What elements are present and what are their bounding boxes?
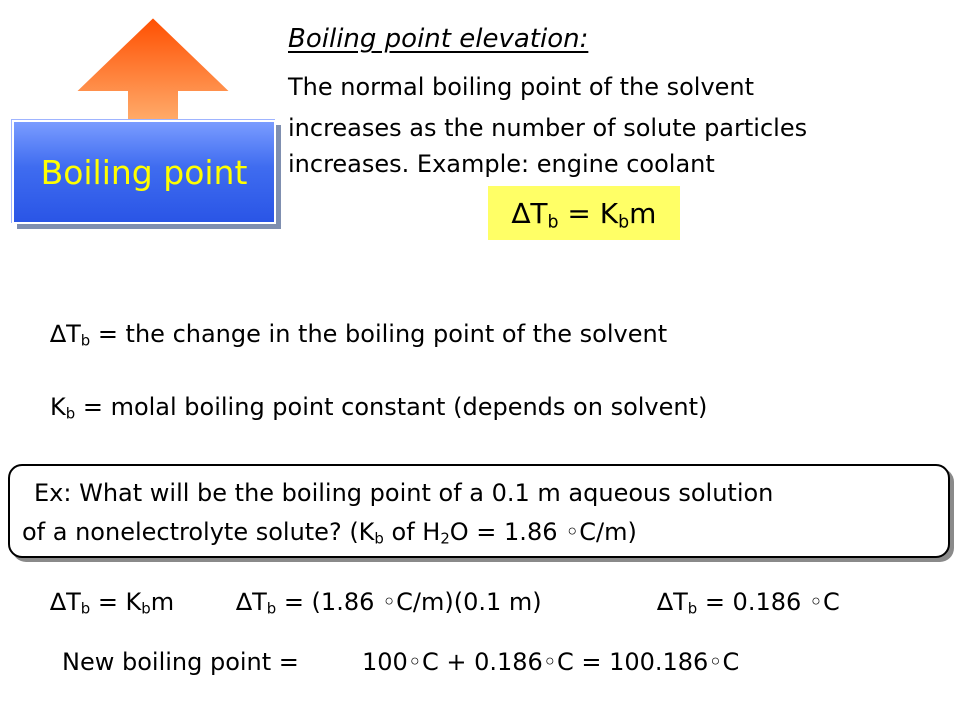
description-line-3: increases. Example: engine coolant [288, 150, 715, 178]
example-subscript: b [374, 529, 384, 548]
boiling-point-label: Boiling point [40, 152, 248, 192]
definition-k: K [50, 393, 66, 421]
delta-symbol: ∆ [236, 588, 253, 616]
solution-step-2 [236, 588, 542, 616]
definition-text: = molal boiling point constant (depends on solvent) [75, 393, 708, 421]
solution-step-1 [50, 588, 174, 616]
definition-kb [50, 393, 707, 421]
step-text: m [150, 588, 175, 616]
formula-subscript: b [547, 211, 559, 232]
formula-equals-k: = K [558, 196, 619, 230]
definition-subscript: b [65, 404, 76, 423]
example-text: O = 1.86 ◦C/m) [449, 518, 637, 546]
definition-t: T [66, 320, 81, 348]
definition-subscript: b [80, 331, 91, 350]
formula [512, 197, 657, 230]
step-text: = 0.186 ◦C [697, 588, 840, 616]
formula-subscript: b [618, 211, 630, 232]
step-text: = (1.86 ◦C/m)(0.1 m) [276, 588, 542, 616]
step-subscript: b [266, 599, 277, 618]
description-line-2: increases as the number of solute particles [288, 114, 808, 142]
delta-symbol: ∆ [50, 588, 67, 616]
solution-step-3 [657, 588, 840, 616]
example-text: of a nonelectrolyte solute? (K [22, 518, 375, 546]
example-line-1: Ex: What will be the boiling point of a 0.1 m aqueous solution [34, 479, 774, 507]
step-subscript: b [80, 599, 91, 618]
step-subscript: b [141, 599, 151, 618]
new-boiling-point-value: 100◦C + 0.186◦C = 100.186◦C [362, 648, 740, 676]
boiling-point-box [12, 120, 276, 224]
step-text: = K [90, 588, 142, 616]
example-subscript: 2 [440, 529, 450, 548]
delta-symbol: ∆ [50, 320, 67, 348]
description-line-1: The normal boiling point of the solvent [288, 73, 755, 101]
formula-m: m [629, 196, 657, 230]
step-t: T [252, 588, 267, 616]
delta-symbol: ∆ [657, 588, 674, 616]
new-boiling-point-label: New boiling point = [62, 648, 299, 676]
example-text: of H [383, 518, 441, 546]
step-t: T [66, 588, 81, 616]
page-title: Boiling point elevation: [288, 24, 589, 54]
step-subscript: b [687, 599, 698, 618]
definition-text: = the change in the boiling point of the solvent [90, 320, 668, 348]
definition-delta-tb [50, 320, 667, 348]
formula-t: T [530, 196, 548, 230]
step-t: T [673, 588, 688, 616]
delta-symbol: ∆ [511, 196, 531, 230]
example-line-2 [22, 518, 637, 546]
up-arrow-icon [68, 14, 238, 126]
formula-highlight [488, 186, 680, 240]
